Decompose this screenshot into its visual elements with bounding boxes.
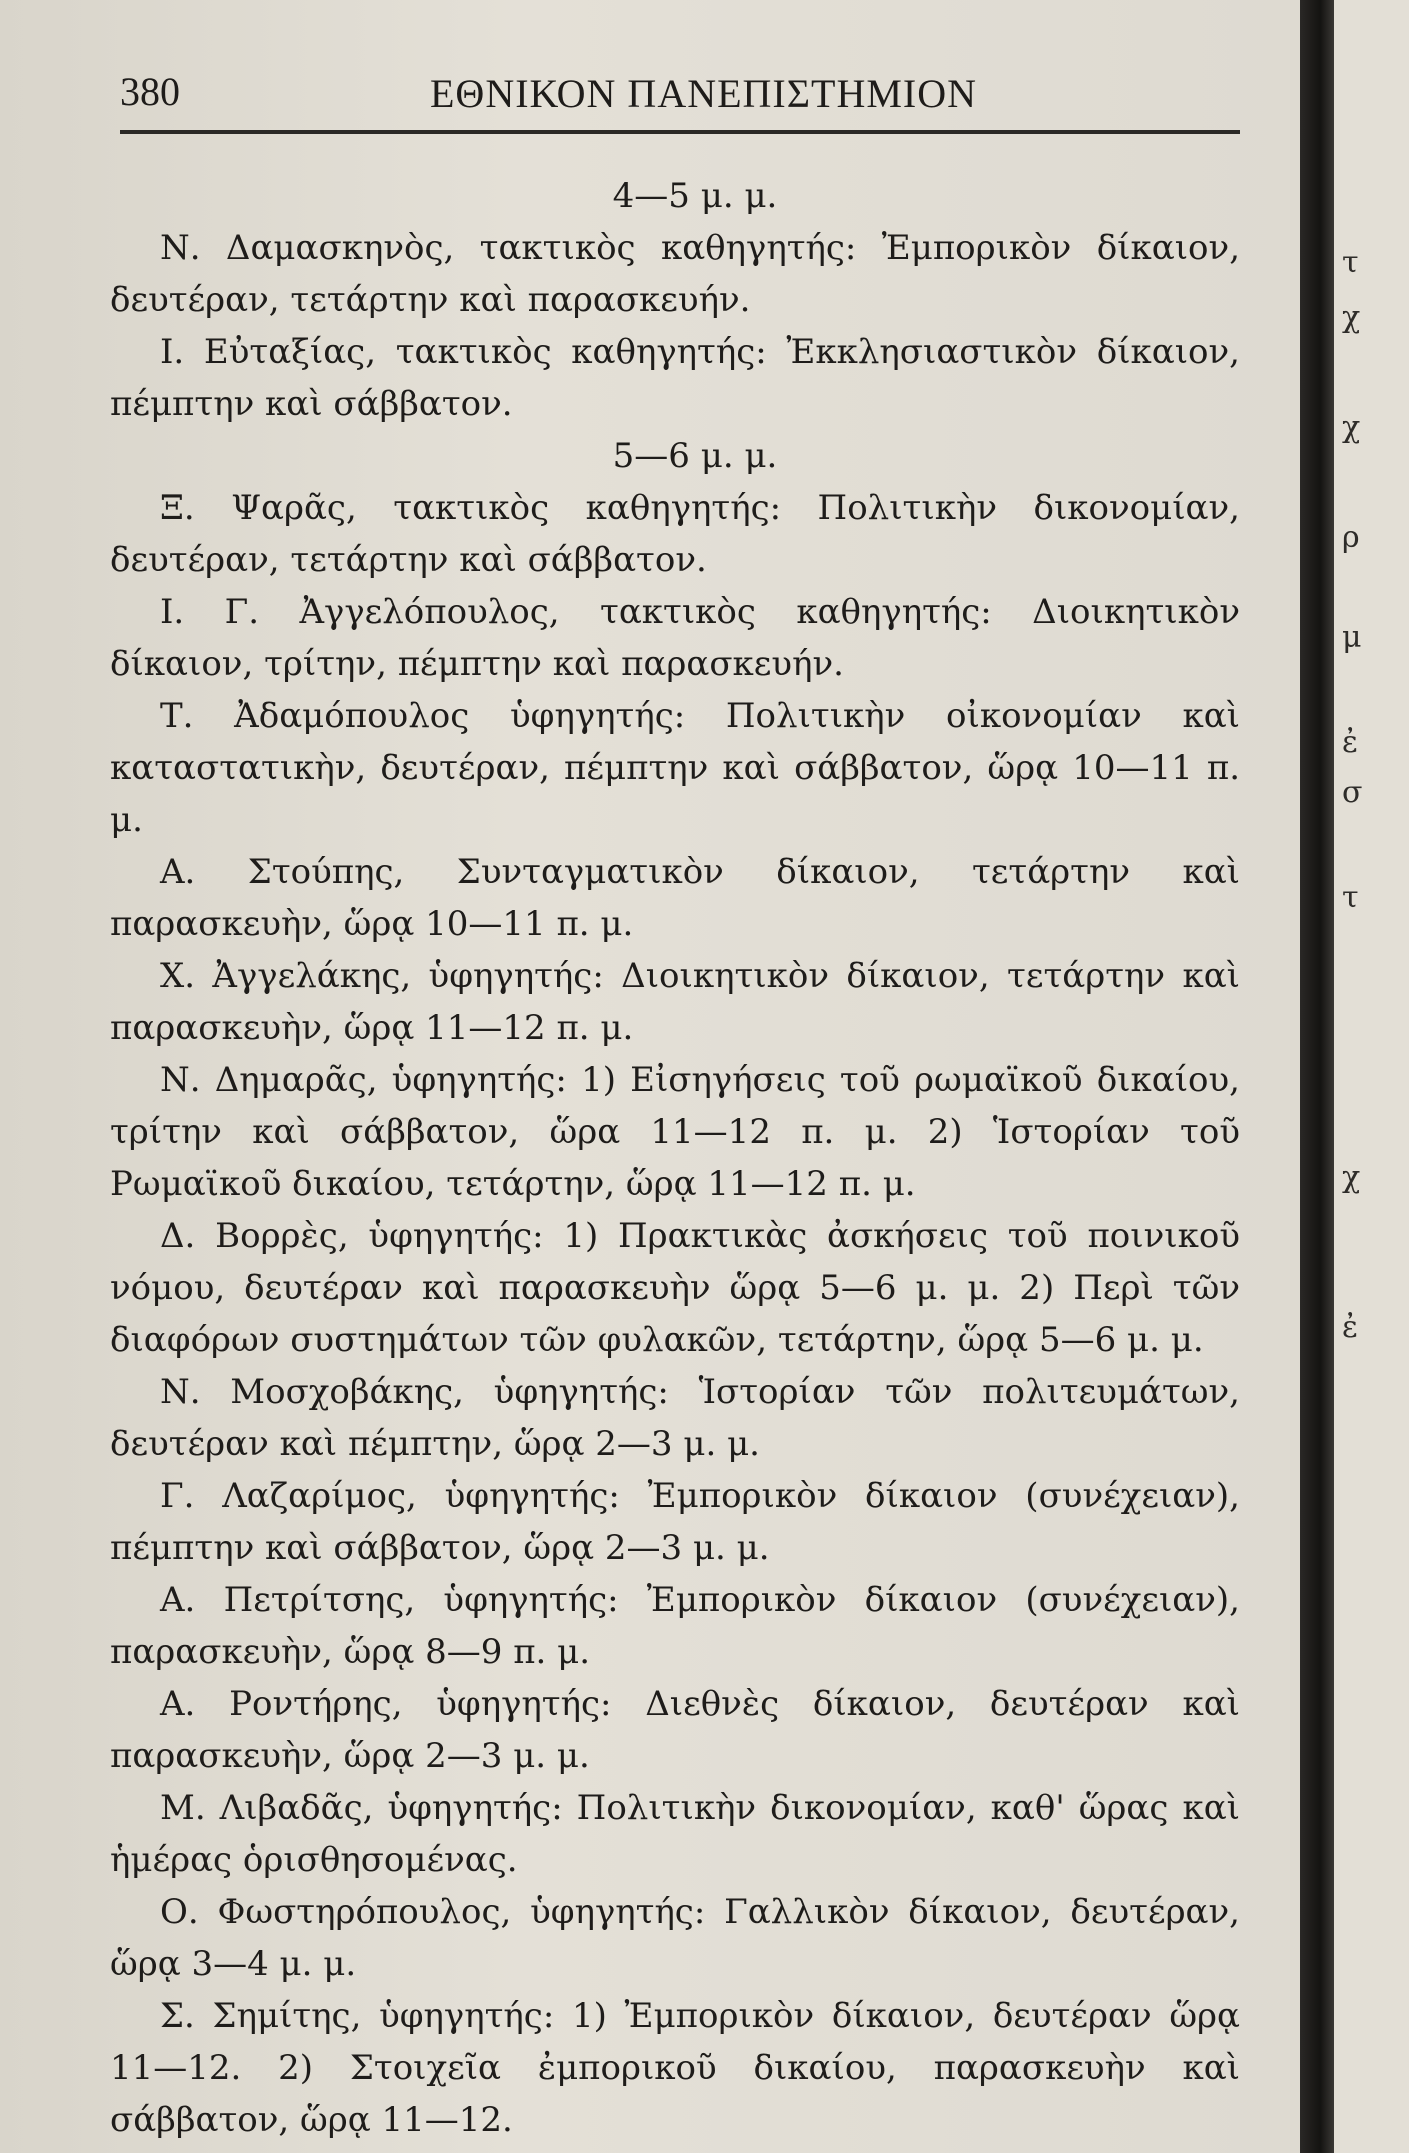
adjacent-page-fragment: μ: [1342, 620, 1362, 655]
page-body: [110, 170, 1240, 2146]
course-entry: Σ. Σημίτης, ὑφηγητής: 1) Ἐμπορικὸν δίκαιον, δευτέραν ὥρᾳ 11—12. 2) Στοιχεῖα ἐμπορικοῦ δικαίου, παρασκευὴν καὶ σάββατον, ὥρᾳ 11—12.: [110, 1996, 1240, 2140]
course-entry: Ξ. Ψαρᾶς, τακτικὸς καθηγητής: Πολιτικὴν δικονομίαν, δευτέραν, τετάρτην καὶ σάββατον.: [110, 488, 1240, 580]
course-entry: Ν. Δαμασκηνὸς, τακτικὸς καθηγητής: Ἐμπορικὸν δίκαιον, δευτέραν, τετάρτην καὶ παρασκευήν.: [110, 228, 1240, 320]
adjacent-page-fragment: τ: [1342, 880, 1359, 915]
course-entry: Α. Στούπης, Συνταγματικὸν δίκαιον, τετάρτην καὶ παρασκευὴν, ὥρᾳ 10—11 π. μ.: [110, 852, 1240, 944]
course-entry: Α. Ροντήρης, ὑφηγητής: Διεθνὲς δίκαιον, δευτέραν καὶ παρασκευὴν, ὥρᾳ 2—3 μ. μ.: [110, 1684, 1240, 1776]
course-entry: Γ. Λαζαρίμος, ὑφηγητής: Ἐμπορικὸν δίκαιον (συνέχειαν), πέμπτην καὶ σάββατον, ὥρᾳ 2—3 μ. μ.: [110, 1476, 1240, 1568]
adjacent-page-fragment: τ: [1342, 245, 1359, 280]
course-entry: Μ. Λιβαδᾶς, ὑφηγητής: Πολιτικὴν δικονομίαν, καθ' ὥρας καὶ ἡμέρας ὁρισθησομένας.: [110, 1788, 1240, 1880]
adjacent-page-fragment: σ: [1342, 775, 1363, 810]
time-heading: 5—6 μ. μ.: [612, 436, 778, 476]
header-rule: [120, 130, 1240, 134]
course-entry: Τ. Ἀδαμόπουλος ὑφηγητής: Πολιτικὴν οἰκονομίαν καὶ καταστατικὴν, δευτέραν, πέμπτην καὶ σάββατον, ὥρᾳ 10—11 π. μ.: [110, 696, 1240, 840]
adjacent-page-edge: [1334, 0, 1409, 2153]
course-entry: Α. Πετρίτσης, ὑφηγητής: Ἐμπορικὸν δίκαιον (συνέχειαν), παρασκευὴν, ὥρᾳ 8—9 π. μ.: [110, 1580, 1240, 1672]
course-entry: Χ. Ἀγγελάκης, ὑφηγητής: Διοικητικὸν δίκαιον, τετάρτην καὶ παρασκευὴν, ὥρᾳ 11—12 π. μ.: [110, 956, 1240, 1048]
adjacent-page-fragment: ρ: [1342, 520, 1360, 555]
course-entry: Ν. Δημαρᾶς, ὑφηγητής: 1) Εἰσηγήσεις τοῦ ρωμαϊκοῦ δικαίου, τρίτην καὶ σάββατον, ὥρα 11—12 π. μ. 2) Ἱστορίαν τοῦ Ρωμαϊκοῦ δικαίου, τετάρτην, ὥρᾳ 11—12 π. μ.: [110, 1060, 1240, 1204]
adjacent-page-fragment: ἐ: [1342, 725, 1359, 760]
page-header: [120, 68, 1240, 128]
course-entry: Ν. Μοσχοβάκης, ὑφηγητής: Ἱστορίαν τῶν πολιτευμάτων, δευτέραν καὶ πέμπτην, ὥρᾳ 2—3 μ. μ.: [110, 1372, 1240, 1464]
course-entry: Δ. Βορρὲς, ὑφηγητής: 1) Πρακτικὰς ἀσκήσεις τοῦ ποινικοῦ νόμου, δευτέραν καὶ παρασκευὴν ὥρᾳ 5—6 μ. μ. 2) Περὶ τῶν διαφόρων συστημάτων τῶν φυλακῶν, τετάρτην, ὥρᾳ 5—6 μ. μ.: [110, 1216, 1240, 1360]
adjacent-page-fragment: ἐ: [1342, 1310, 1359, 1345]
adjacent-page-fragment: χ: [1342, 410, 1361, 445]
book-gutter: [1300, 0, 1334, 2153]
time-heading: 4—5 μ. μ.: [612, 176, 778, 216]
running-title: ΕΘΝΙΚΟΝ ΠΑΝΕΠΙΣΤΗΜΙΟΝ: [430, 71, 977, 116]
course-entry: Ι. Γ. Ἀγγελόπουλος, τακτικὸς καθηγητής: Διοικητικὸν δίκαιον, τρίτην, πέμπτην καὶ παρασκευήν.: [110, 592, 1240, 684]
page-number: 380: [120, 69, 180, 114]
adjacent-page-fragment: χ: [1342, 1160, 1361, 1195]
course-entry: Ο. Φωστηρόπουλος, ὑφηγητής: Γαλλικὸν δίκαιον, δευτέραν, ὥρᾳ 3—4 μ. μ.: [110, 1892, 1240, 1984]
adjacent-page-fragment: χ: [1342, 300, 1361, 335]
course-entry: Ι. Εὐταξίας, τακτικὸς καθηγητής: Ἐκκλησιαστικὸν δίκαιον, πέμπτην καὶ σάββατον.: [110, 332, 1240, 424]
